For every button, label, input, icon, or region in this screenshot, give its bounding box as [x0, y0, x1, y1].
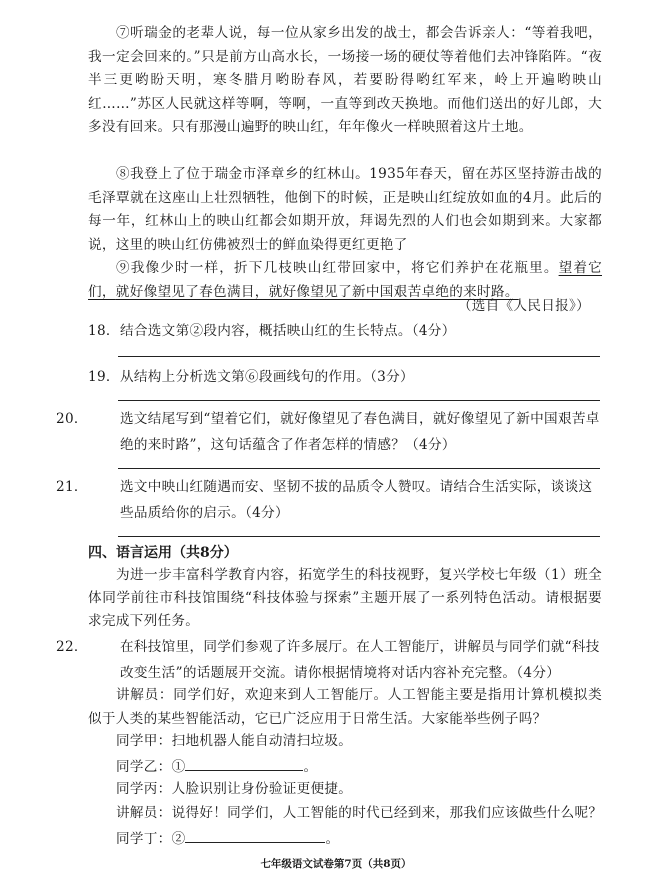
passage-paragraph-8: ⑧我登上了位于瑞金市泽章乡的红林山。1935年春天，留在苏区坚持游击战的毛泽覃就在这座山上壮烈牺牲，他倒下的时候，正是映山红绽放如血的4月。此后的每一年，红林山上的映山红都会如期开放，拜谒先烈的人们也会如期到来。大家都说，这里的映山红仿佛被烈士的鲜血染得更红更艳了 — [88, 166, 602, 253]
passage-paragraph-7: ⑦听瑞金的老辈人说，每一位从家乡出发的战士，都会告诉亲人：“等着我吧，我一定会回来的。”只是前方山高水长，一场接一场的硬仗等着他们去冲锋陷阵。“夜半三更哟盼天明，寒冬腊月哟盼春风，若要盼得哟红军来，岭上开遍哟映山红……”苏区人民就这样等啊，等啊，一直等到改天换地。而他们送出的好儿郎，大多没有回来。只有那漫山遍野的映山红，年年像火一样映照着这片土地。 — [88, 25, 602, 135]
question-20 — [56, 406, 602, 458]
answer-line[interactable] — [118, 536, 600, 537]
passage-source: （选自《人民日报》） — [457, 298, 590, 314]
fill-in-blank-1[interactable] — [185, 755, 303, 771]
question-number: 22． — [56, 639, 88, 655]
question-21 — [56, 474, 602, 526]
question-number: 21． — [56, 479, 88, 495]
fill-in-blank-2[interactable] — [185, 827, 325, 843]
answer-line[interactable] — [118, 400, 600, 401]
underlined-sentence-part-a: 望着它们， — [88, 260, 602, 300]
question-text: 选文中映山红随遇而安、坚韧不拔的品质令人赞叹。请结合生活实际，谈谈这些品质给你的启示。（4分） — [120, 479, 593, 521]
question-22 — [56, 634, 602, 686]
section-intro: 为进一步丰富科学教育内容，拓宽学生的科技视野，复兴学校七年级（1）班全体同学前往市科技馆围绕“科技体验与探索”主题开展了一系列特色活动。请根据要求完成下列任务。 — [88, 567, 602, 629]
dialogue-student-a: 同学甲：扫地机器人能自动清扫垃圾。 — [116, 733, 353, 749]
paragraph-9-text: ⑨我像少时一样，折下几枝映山红带回家中，将它们养护在花瓶里。 — [116, 260, 559, 276]
dialogue-student-c: 同学丙：人脸识别让身份验证更便捷。 — [116, 781, 353, 797]
answer-line[interactable] — [118, 356, 600, 357]
dialogue-student-d — [116, 827, 339, 849]
dialogue-prefix: 同学乙：① — [116, 759, 186, 775]
question-19 — [88, 364, 602, 390]
question-number: 19． — [88, 369, 120, 385]
answer-line[interactable] — [118, 468, 600, 469]
dialogue-student-b — [116, 755, 317, 777]
question-number: 18． — [88, 323, 120, 339]
dialogue-suffix: 。 — [325, 831, 340, 847]
question-number: 20． — [56, 411, 88, 427]
underlined-sentence-part-b: 就好像望见了春色满目，就好像望见了新中国艰苦卓绝的来时路。 — [115, 283, 519, 300]
question-text: 结合选文第②段内容，概括映山红的生长特点。（4分） — [120, 323, 456, 339]
dialogue-guide-1: 讲解员：同学们好，欢迎来到人工智能厅。人工智能主要是指用计算机模拟类似于人类的某些智能活动，它已广泛应用于日常生活。大家能举些例子吗？ — [88, 687, 602, 727]
dialogue-prefix: 同学丁：② — [116, 831, 186, 847]
question-text: 选文结尾写到“望着它们，就好像望见了春色满目，就好像望见了新中国艰苦卓绝的来时路”，这句话蕴含了作者怎样的情感？（4分） — [120, 411, 600, 453]
question-text: 在科技馆里，同学们参观了许多展厅。在人工智能厅，讲解员与同学们就“科技改变生活”的话题展开交流。请你根据情境将对话内容补充完整。（4分） — [120, 639, 600, 681]
section-title: 四、语言运用（共8分） — [88, 545, 238, 561]
dialogue-guide-2: 讲解员：说得好！同学们，人工智能的时代已经到来，那我们应该做些什么呢？ — [116, 805, 603, 821]
question-18 — [88, 318, 602, 344]
dialogue-suffix: 。 — [303, 759, 318, 775]
page-footer: 七年级语文试卷第7页（共8页） — [260, 858, 412, 870]
question-text: 从结构上分析选文第⑥段画线句的作用。（3分） — [120, 369, 414, 385]
